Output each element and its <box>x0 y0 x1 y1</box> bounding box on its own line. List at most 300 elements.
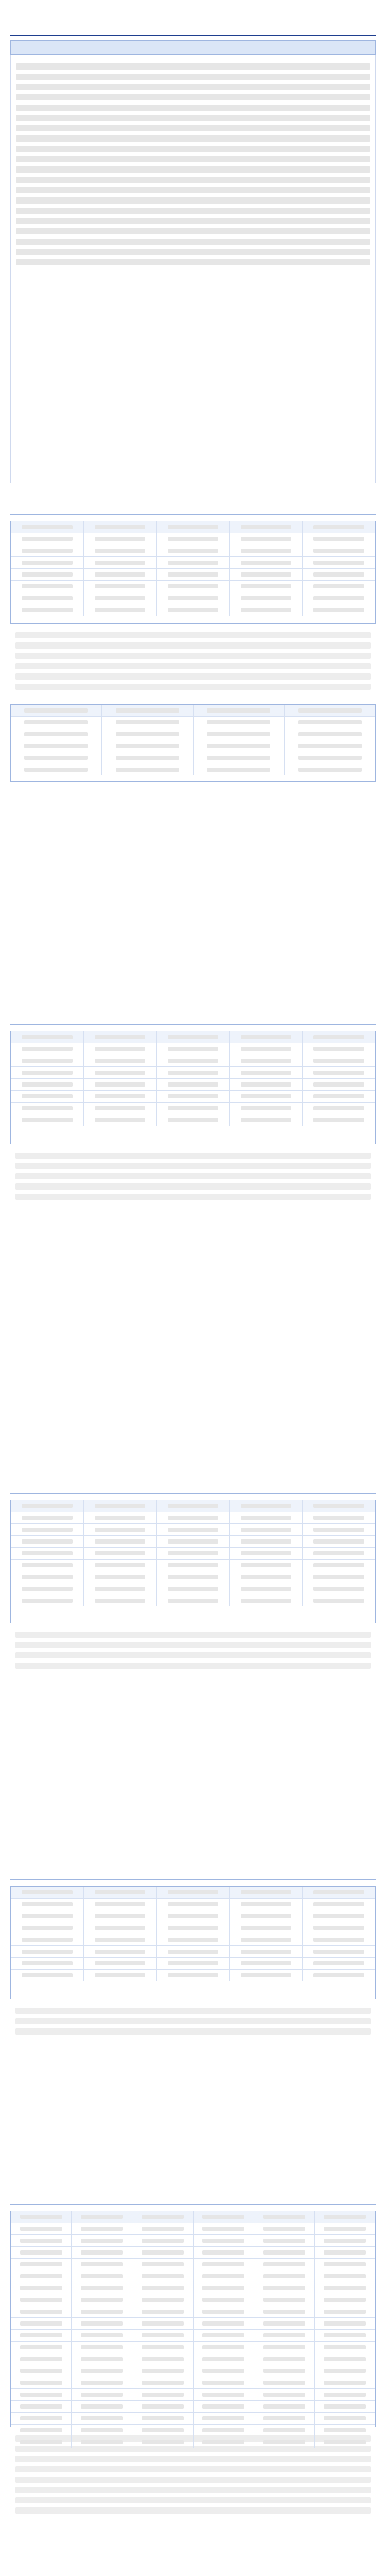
table-row <box>11 2294 375 2306</box>
table-cell <box>285 728 375 740</box>
table-cell <box>157 1103 230 1114</box>
section-3-table <box>10 1500 376 1623</box>
table-cell <box>84 557 157 568</box>
table-row <box>11 1946 375 1958</box>
table-cell <box>102 764 193 775</box>
table-cell <box>303 1560 375 1571</box>
table-cell <box>157 1548 230 1559</box>
table-cell <box>194 717 285 728</box>
table-row <box>11 2353 375 2365</box>
table-cell <box>315 2425 375 2436</box>
news-line <box>16 94 370 100</box>
table-cell <box>303 1934 375 1945</box>
table-cell <box>11 1958 84 1969</box>
table-cell <box>157 545 230 556</box>
news-line <box>16 105 370 111</box>
table-cell <box>315 2353 375 2365</box>
table-cell <box>157 1091 230 1102</box>
table-cell <box>303 569 375 580</box>
table-cell <box>132 2294 193 2306</box>
table-cell <box>194 2259 254 2270</box>
table-cell <box>84 569 157 580</box>
table-cell <box>72 2330 132 2341</box>
table-cell <box>194 752 285 764</box>
table-cell <box>11 569 84 580</box>
table-cell <box>72 2318 132 2329</box>
table-cell <box>84 1091 157 1102</box>
table-cell <box>194 2436 254 2448</box>
table-row <box>11 557 375 569</box>
table-cell <box>84 1043 157 1055</box>
table-row <box>11 717 375 728</box>
table-header-cell <box>11 521 84 533</box>
table-cell <box>84 1571 157 1583</box>
table-cell <box>72 2294 132 2306</box>
table-cell <box>157 1571 230 1583</box>
table-header-cell <box>230 1031 303 1043</box>
table-row <box>11 592 375 604</box>
table-header-cell <box>254 2211 315 2223</box>
table-cell <box>285 740 375 752</box>
section-2-title <box>10 1010 376 1024</box>
table-cell <box>230 1571 303 1583</box>
table-cell <box>11 2282 72 2294</box>
table-cell <box>157 1922 230 1934</box>
table-cell <box>194 740 285 752</box>
table-cell <box>84 1512 157 1523</box>
news-line <box>16 208 370 214</box>
table-cell <box>11 2330 72 2341</box>
commentary-line <box>15 2466 371 2472</box>
table-cell <box>157 1934 230 1945</box>
news-line <box>16 63 370 70</box>
table-cell <box>11 581 84 592</box>
table-cell <box>11 2247 72 2258</box>
table-cell <box>194 2270 254 2282</box>
commentary-line <box>15 1663 371 1669</box>
table-header-cell <box>11 2211 72 2223</box>
table-cell <box>315 2436 375 2448</box>
table-cell <box>194 2389 254 2400</box>
table-cell <box>194 2353 254 2365</box>
table-cell <box>303 1091 375 1102</box>
table-cell <box>194 2413 254 2424</box>
table-cell <box>303 557 375 568</box>
table-cell <box>303 1899 375 1910</box>
table-row <box>11 1512 375 1524</box>
table-cell <box>303 604 375 616</box>
table-cell <box>11 752 102 764</box>
table-cell <box>303 1512 375 1523</box>
table-cell <box>230 1910 303 1922</box>
table-row <box>11 1548 375 1560</box>
table-cell <box>72 2425 132 2436</box>
table-row <box>11 764 375 775</box>
table-header-cell <box>11 1887 84 1898</box>
section-3-title <box>10 1479 376 1493</box>
commentary-line <box>15 632 371 638</box>
table-cell <box>157 1536 230 1547</box>
table-cell <box>84 1595 157 1606</box>
table-cell <box>84 1079 157 1090</box>
table-cell <box>230 1524 303 1535</box>
table-row <box>11 2377 375 2389</box>
table-cell <box>11 2401 72 2412</box>
table-cell <box>102 717 193 728</box>
table-cell <box>315 2306 375 2317</box>
table-row <box>11 1079 375 1091</box>
table-row <box>11 1524 375 1536</box>
table-cell <box>72 2270 132 2282</box>
table-cell <box>254 2235 315 2246</box>
table-cell <box>102 752 193 764</box>
table-cell <box>132 2389 193 2400</box>
page-header <box>10 10 376 36</box>
table-cell <box>132 2223 193 2234</box>
table-cell <box>157 569 230 580</box>
commentary-line <box>15 642 371 649</box>
table-header-cell <box>84 1031 157 1043</box>
table-cell <box>72 2282 132 2294</box>
table-cell <box>194 2235 254 2246</box>
table-cell <box>84 1067 157 1078</box>
table-cell <box>303 1548 375 1559</box>
table-cell <box>72 2389 132 2400</box>
table-cell <box>11 1934 84 1945</box>
table-cell <box>11 1548 84 1559</box>
section-2 <box>10 1010 376 1463</box>
table-cell <box>84 1114 157 1126</box>
news-line <box>16 135 370 142</box>
commentary-line <box>15 1173 371 1179</box>
table-cell <box>11 1067 84 1078</box>
news-section <box>10 40 376 483</box>
table-cell <box>315 2342 375 2353</box>
table-cell <box>72 2413 132 2424</box>
table-header-cell <box>84 1500 157 1512</box>
table-cell <box>230 1512 303 1523</box>
table-cell <box>254 2247 315 2258</box>
table-cell <box>11 2306 72 2317</box>
table-cell <box>11 1091 84 1102</box>
table-cell <box>11 1055 84 1066</box>
table-cell <box>230 1114 303 1126</box>
table-cell <box>11 1899 84 1910</box>
table-cell <box>315 2365 375 2377</box>
table-cell <box>11 545 84 556</box>
table-cell <box>132 2436 193 2448</box>
table-cell <box>11 728 102 740</box>
news-line <box>16 259 370 265</box>
table-header-cell <box>285 705 375 716</box>
table-header-cell <box>194 705 285 716</box>
table-row <box>11 2235 375 2247</box>
table-cell <box>84 1548 157 1559</box>
table-row <box>11 581 375 592</box>
table-cell <box>315 2330 375 2341</box>
table-header-cell <box>11 1031 84 1043</box>
table-header-cell <box>303 1500 375 1512</box>
commentary-line <box>15 1642 371 1648</box>
section-2-table <box>10 1031 376 1144</box>
table-cell <box>157 1560 230 1571</box>
table-header-cell <box>11 705 102 716</box>
table-cell <box>230 1079 303 1090</box>
table-cell <box>84 592 157 604</box>
news-line <box>16 197 370 204</box>
table-cell <box>230 545 303 556</box>
table-cell <box>303 1524 375 1535</box>
table-cell <box>102 728 193 740</box>
table-cell <box>84 533 157 545</box>
table-cell <box>303 1970 375 1981</box>
table-header-cell <box>157 521 230 533</box>
table-cell <box>254 2223 315 2234</box>
news-line <box>16 249 370 255</box>
table-cell <box>11 1583 84 1595</box>
table-row <box>11 2306 375 2318</box>
commentary-line <box>15 653 371 659</box>
table-cell <box>194 764 285 775</box>
table-cell <box>230 1055 303 1066</box>
table-row <box>11 2365 375 2377</box>
table-cell <box>254 2342 315 2353</box>
table-cell <box>303 592 375 604</box>
table-row <box>11 1103 375 1114</box>
commentary-line <box>15 2456 371 2462</box>
table-cell <box>11 1946 84 1957</box>
news-line <box>16 166 370 173</box>
table-cell <box>157 1910 230 1922</box>
table-cell <box>84 1524 157 1535</box>
table-cell <box>194 2223 254 2234</box>
news-line <box>16 177 370 183</box>
table-row <box>11 1934 375 1946</box>
table-cell <box>157 581 230 592</box>
table-cell <box>132 2270 193 2282</box>
table-cell <box>303 1922 375 1934</box>
table-cell <box>230 1103 303 1114</box>
table-cell <box>84 1103 157 1114</box>
table-cell <box>230 1970 303 1981</box>
section-2-commentary <box>10 1144 376 1208</box>
table-row <box>11 569 375 581</box>
table-cell <box>194 2318 254 2329</box>
table-header-cell <box>84 521 157 533</box>
table-row <box>11 1958 375 1970</box>
table-header-cell <box>303 521 375 533</box>
table-cell <box>11 1524 84 1535</box>
table-header-row <box>11 705 375 717</box>
table-cell <box>11 592 84 604</box>
table-cell <box>303 1103 375 1114</box>
table-cell <box>230 1958 303 1969</box>
table-cell <box>11 2436 72 2448</box>
table-cell <box>72 2306 132 2317</box>
table-cell <box>11 2235 72 2246</box>
table-cell <box>11 1922 84 1934</box>
commentary-line <box>15 1194 371 1200</box>
table-header-row <box>11 2211 375 2223</box>
commentary-line <box>15 1153 371 1159</box>
table-cell <box>84 581 157 592</box>
table-cell <box>84 1970 157 1981</box>
table-cell <box>254 2401 315 2412</box>
news-card <box>10 55 376 483</box>
table-cell <box>254 2306 315 2317</box>
table-row <box>11 2330 375 2342</box>
table-cell <box>84 1958 157 1969</box>
table-cell <box>11 533 84 545</box>
table-row <box>11 1067 375 1079</box>
table-cell <box>132 2425 193 2436</box>
table-cell <box>72 2259 132 2270</box>
table-cell <box>230 1043 303 1055</box>
table-cell <box>11 604 84 616</box>
table-cell <box>157 1583 230 1595</box>
news-line <box>16 115 370 121</box>
table-cell <box>230 1560 303 1571</box>
table-cell <box>303 1595 375 1606</box>
table-cell <box>11 1571 84 1583</box>
table-cell <box>230 581 303 592</box>
commentary-line <box>15 2507 371 2514</box>
table-cell <box>11 2353 72 2365</box>
table-cell <box>230 569 303 580</box>
table-cell <box>254 2294 315 2306</box>
table-header-cell <box>157 1031 230 1043</box>
table-cell <box>11 2389 72 2400</box>
table-row <box>11 2342 375 2353</box>
table-cell <box>84 1560 157 1571</box>
table-cell <box>11 2294 72 2306</box>
table-cell <box>132 2401 193 2412</box>
table-cell <box>157 1524 230 1535</box>
table-row <box>11 1091 375 1103</box>
table-cell <box>84 1934 157 1945</box>
table-header-row <box>11 1500 375 1512</box>
table-cell <box>84 545 157 556</box>
table-cell <box>303 1055 375 1066</box>
news-line <box>16 74 370 80</box>
commentary-line <box>15 1632 371 1638</box>
table-row <box>11 740 375 752</box>
page-title <box>10 10 376 22</box>
table-cell <box>194 2330 254 2341</box>
table-cell <box>315 2259 375 2270</box>
table-cell <box>254 2436 315 2448</box>
table-header-cell <box>102 705 193 716</box>
table-cell <box>315 2377 375 2388</box>
table-cell <box>157 592 230 604</box>
table-header-cell <box>132 2211 193 2223</box>
news-line <box>16 156 370 162</box>
section-4-title <box>10 1865 376 1879</box>
table-header-cell <box>157 1887 230 1898</box>
table-header-cell <box>315 2211 375 2223</box>
table-cell <box>230 1899 303 1910</box>
table-cell <box>11 1970 84 1981</box>
table-header-cell <box>303 1031 375 1043</box>
table-cell <box>285 764 375 775</box>
table-cell <box>157 1512 230 1523</box>
table-row <box>11 2223 375 2235</box>
table-cell <box>11 2223 72 2234</box>
table-cell <box>230 1934 303 1945</box>
table-cell <box>72 2401 132 2412</box>
table-cell <box>157 1067 230 1078</box>
table-cell <box>11 557 84 568</box>
commentary-line <box>15 663 371 669</box>
table-cell <box>11 2377 72 2388</box>
table-cell <box>11 2270 72 2282</box>
table-cell <box>194 728 285 740</box>
table-cell <box>303 1079 375 1090</box>
table-cell <box>72 2223 132 2234</box>
news-line <box>16 228 370 234</box>
table-cell <box>315 2318 375 2329</box>
table-cell <box>194 2342 254 2353</box>
table-header-row <box>11 1031 375 1043</box>
table-cell <box>194 2365 254 2377</box>
table-cell <box>157 1079 230 1090</box>
table-header-cell <box>230 1887 303 1898</box>
commentary-line <box>15 673 371 680</box>
commentary-line <box>15 1652 371 1658</box>
table-cell <box>254 2318 315 2329</box>
table-cell <box>157 1946 230 1957</box>
table-cell <box>72 2377 132 2388</box>
table-cell <box>132 2342 193 2353</box>
table-cell <box>157 1958 230 1969</box>
table-cell <box>230 1536 303 1547</box>
table-cell <box>254 2413 315 2424</box>
table-cell <box>254 2270 315 2282</box>
table-cell <box>315 2247 375 2258</box>
table-cell <box>11 2425 72 2436</box>
table-header-cell <box>11 1500 84 1512</box>
table-cell <box>157 1970 230 1981</box>
table-header-cell <box>72 2211 132 2223</box>
table-cell <box>157 604 230 616</box>
table-cell <box>230 557 303 568</box>
table-row <box>11 2389 375 2401</box>
commentary-line <box>15 2028 371 2035</box>
table-cell <box>230 1548 303 1559</box>
table-cell <box>303 1910 375 1922</box>
news-lines <box>11 55 375 274</box>
section-5 <box>10 2190 376 2576</box>
table-cell <box>315 2235 375 2246</box>
table-row <box>11 1043 375 1055</box>
commentary-line <box>15 2018 371 2024</box>
table-row <box>11 1583 375 1595</box>
table-cell <box>157 557 230 568</box>
news-line <box>16 125 370 131</box>
table-cell <box>194 2306 254 2317</box>
table-header-cell <box>157 1500 230 1512</box>
table-cell <box>254 2377 315 2388</box>
table-cell <box>285 717 375 728</box>
table-cell <box>315 2223 375 2234</box>
table-cell <box>230 1091 303 1102</box>
table-row <box>11 2282 375 2294</box>
table-cell <box>11 1536 84 1547</box>
table-cell <box>72 2436 132 2448</box>
table-row <box>11 2401 375 2413</box>
table-header-cell <box>230 1500 303 1512</box>
table-cell <box>157 533 230 545</box>
